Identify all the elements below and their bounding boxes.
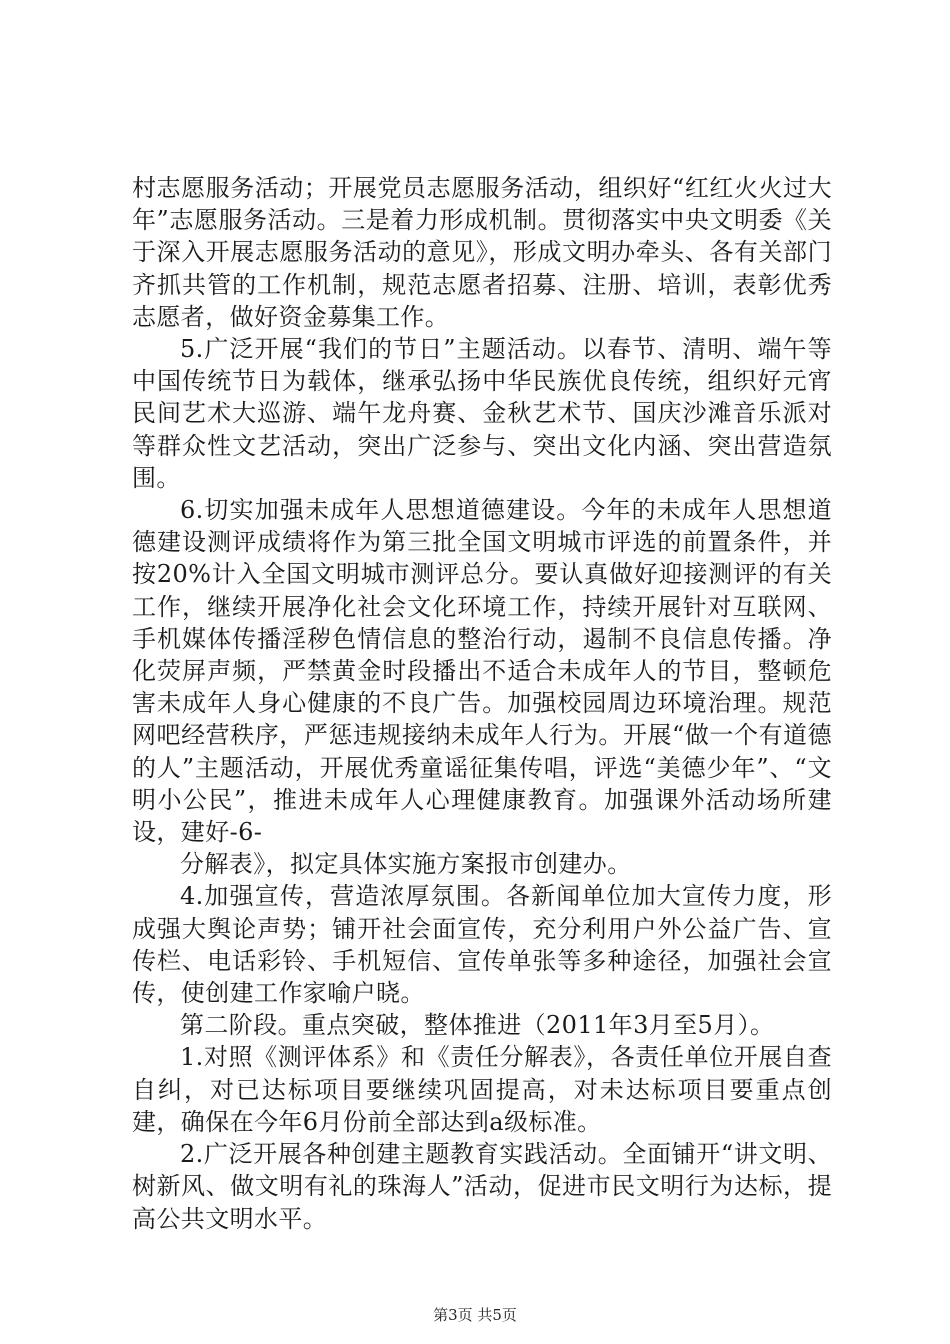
paragraph-self-inspection: 1.对照《测评体系》和《责任分解表》，各责任单位开展自查自纠，对已达标项目要继续巩固提高，对未达标项目要重点创建，确保在今年6月份前全部达到a级标准。 xyxy=(132,1043,832,1136)
paragraph-volunteer-mechanism: 村志愿服务活动；开展党员志愿服务活动，组织好“红红火火过大年”志愿服务活动。三是着力形成机制。贯彻落实中央文明委《关于深入开展志愿服务活动的意见》，形成文明办牵头、各有关部门齐抓共管的工作机制，规范志愿者招募、注册、培训，表彰优秀志愿者，做好资金募集工作。 xyxy=(132,174,832,331)
paragraph-breakdown-table: 分解表》，拟定具体实施方案报市创建办。 xyxy=(180,850,632,879)
paragraph-our-festivals: 5.广泛开展“我们的节日”主题活动。以春节、清明、端午等中国传统节日为载体，继承弘扬中华民族优良传统，组织好元宵民间艺术大巡游、端午龙舟赛、金秋艺术节、国庆沙滩音乐派对等群众性文艺活动，突出广泛参与、突出文化内涵、突出营造氛围。 xyxy=(132,335,832,492)
paragraph-stage-two-heading: 第二阶段。重点突破，整体推进（2011年3月至5月）。 xyxy=(180,1011,775,1040)
paragraph-theme-education: 2.广泛开展各种创建主题教育实践活动。全面铺开“讲文明、树新风、做文明有礼的珠海人”活动，促进市民文明行为达标，提高公共文明水平。 xyxy=(132,1140,832,1233)
paragraph-publicity: 4.加强宣传，营造浓厚氛围。各新闻单位加大宣传力度，形成强大舆论声势；铺开社会面宣传，充分利用户外公益广告、宣传栏、电话彩铃、手机短信、宣传单张等多种途径，加强社会宣传，使创建工作家喻户晓。 xyxy=(132,882,832,1008)
page-footer: 第3页 共5页 xyxy=(433,1306,517,1324)
paragraph-minors-morality: 6.切实加强未成年人思想道德建设。今年的未成年人思想道德建设测评成绩将作为第三批全国文明城市评选的前置条件，并按20%计入全国文明城市测评总分。要认真做好迎接测评的有关工作，继续开展净化社会文化环境工作，持续开展针对互联网、手机媒体传播淫秽色情信息的整治行动，遏制不良信息传播。净化荧屏声频，严禁黄金时段播出不适合未成年人的节目，整顿危害未成年人身心健康的不良广告。加强校园周边环境治理。规范网吧经营秩序，严惩违规接纳未成年人行为。开展“做一个有道德的人”主题活动，开展优秀童谣征集传唱，评选“美德少年”、“文明小公民”，推进未成年人心理健康教育。加强课外活动场所建设，建好-6- xyxy=(132,496,832,847)
body-text xyxy=(132,172,832,1235)
